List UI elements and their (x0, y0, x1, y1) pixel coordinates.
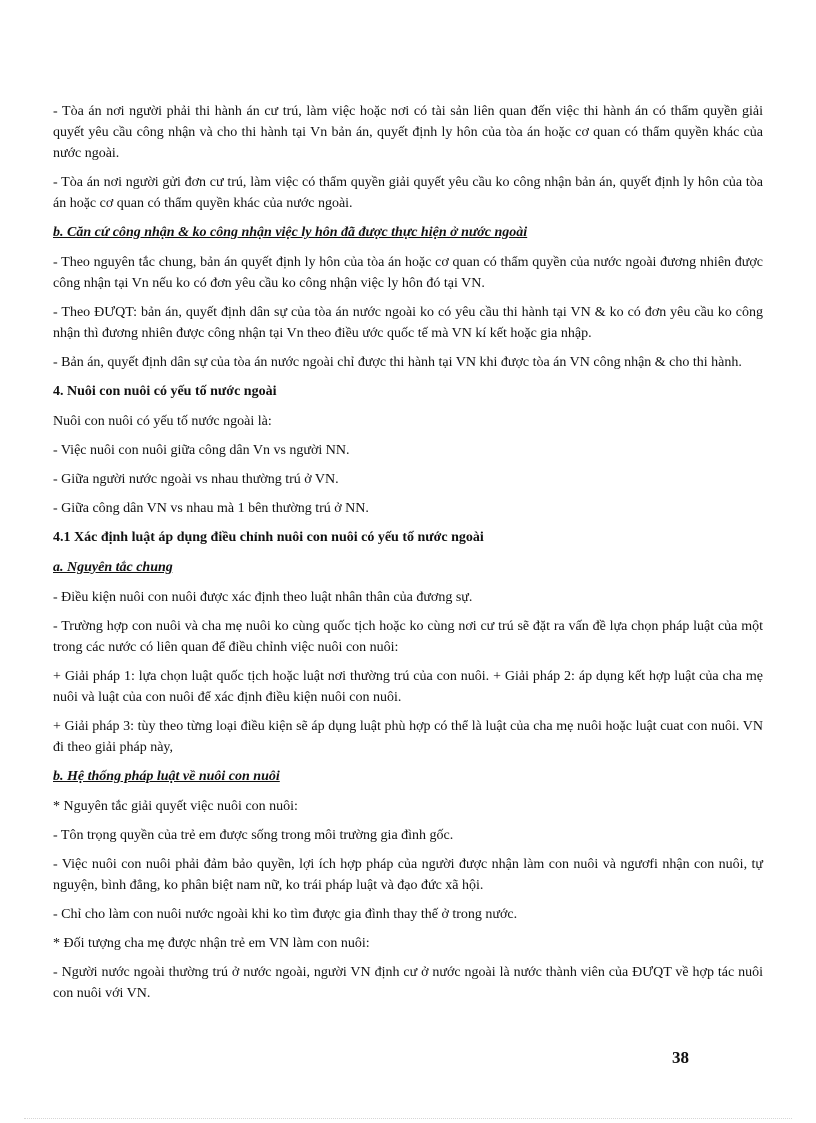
paragraph: - Giữa người nước ngoài vs nhau thường trú ở VN. (53, 472, 339, 487)
paragraph: - Tòa án nơi người phải thi hành án cư trú, làm việc hoặc nơi có tài sản liên quan đến việc thi hành án có thẩm quyền giải quyết yêu cầu công nhận và cho thi hành tại Vn bản án, quyết định ly hôn của tòa án hoặc cơ quan có thẩm quyền khác của nước ngoài. (53, 104, 763, 161)
paragraph: - Điều kiện nuôi con nuôi được xác định theo luật nhân thân của đương sự. (53, 590, 473, 605)
page-body (53, 101, 763, 1012)
section-heading-4-1-applicable-law: 4.1 Xác định luật áp dụng điều chỉnh nuôi con nuôi có yếu tố nước ngoài (53, 530, 484, 545)
paragraph: - Tòa án nơi người gửi đơn cư trú, làm việc có thẩm quyền giải quyết yêu cầu ko công nhận bản án, quyết định ly hôn của tòa án hoặc cơ quan có thẩm quyền khác của nước ngoài. (53, 175, 763, 211)
page-bottom-divider (24, 1118, 792, 1119)
paragraph: * Nguyên tắc giải quyết việc nuôi con nuôi: (53, 799, 298, 814)
paragraph: - Việc nuôi con nuôi giữa công dân Vn vs người NN. (53, 443, 350, 458)
section-heading-b-legal-system: b. Hệ thống pháp luật về nuôi con nuôi (53, 769, 280, 784)
paragraph: - Theo nguyên tắc chung, bản án quyết định ly hôn của tòa án hoặc cơ quan có thẩm quyền của nước ngoài đương nhiên được công nhận tại Vn nếu ko có đơn yêu cầu ko công nhận việc ly hôn đó tại VN. (53, 255, 763, 291)
section-heading-a-general-principle: a. Nguyên tắc chung (53, 560, 173, 575)
paragraph: - Giữa công dân VN vs nhau mà 1 bên thường trú ở NN. (53, 501, 369, 516)
paragraph: - Người nước ngoài thường trú ở nước ngoài, người VN định cư ở nước ngoài là nước thành viên của ĐƯQT về hợp tác nuôi con nuôi với VN. (53, 965, 763, 1001)
section-heading-b-divorce-recognition: b. Căn cứ công nhận & ko công nhận việc ly hôn đã được thực hiện ở nước ngoài (53, 225, 528, 240)
paragraph: * Đối tượng cha mẹ được nhận trẻ em VN làm con nuôi: (53, 936, 370, 951)
paragraph: - Tôn trọng quyền của trẻ em được sống trong môi trường gia đình gốc. (53, 828, 454, 843)
paragraph: + Giải pháp 3: tùy theo từng loại điều kiện sẽ áp dụng luật phù hợp có thể là luật của cha mẹ nuôi hoặc luật cuat con nuôi. VN đi theo giải pháp này, (53, 719, 763, 755)
paragraph: Nuôi con nuôi có yếu tố nước ngoài là: (53, 414, 272, 429)
paragraph: - Trường hợp con nuôi và cha mẹ nuôi ko cùng quốc tịch hoặc ko cùng nơi cư trú sẽ đặt ra vấn đề lựa chọn pháp luật của một trong các nước có liên quan để điều chỉnh việc nuôi con nuôi: (53, 619, 763, 655)
paragraph: - Bản án, quyết định dân sự của tòa án nước ngoài chỉ được thi hành tại VN khi được tòa án VN công nhận & cho thi hành. (53, 355, 742, 370)
paragraph: - Việc nuôi con nuôi phải đảm bảo quyền, lợi ích hợp pháp của người được nhận làm con nuôi và ngươfi nhận con nuôi, tự nguyện, bình đẳng, ko phân biệt nam nữ, ko trái pháp luật và đạo đức xã hội. (53, 857, 763, 893)
page-number: 38 (672, 1048, 689, 1067)
paragraph: + Giải pháp 1: lựa chọn luật quốc tịch hoặc luật nơi thường trú của con nuôi. + Giải pháp 2: áp dụng kết hợp luật của cha mẹ nuôi và luật của con nuôi để xác định điều kiện nuôi con nuôi. (53, 669, 763, 705)
paragraph: - Theo ĐƯQT: bản án, quyết định dân sự của tòa án nước ngoài ko có yêu cầu thi hành tại VN & ko có đơn yêu cầu ko công nhận thì đương nhiên được công nhận tại Vn theo điều ước quốc tế mà VN kí kết hoặc gia nhập. (53, 305, 763, 341)
section-heading-4-adoption: 4. Nuôi con nuôi có yếu tố nước ngoài (53, 384, 277, 399)
paragraph: - Chỉ cho làm con nuôi nước ngoài khi ko tìm được gia đình thay thế ở trong nước. (53, 907, 518, 922)
